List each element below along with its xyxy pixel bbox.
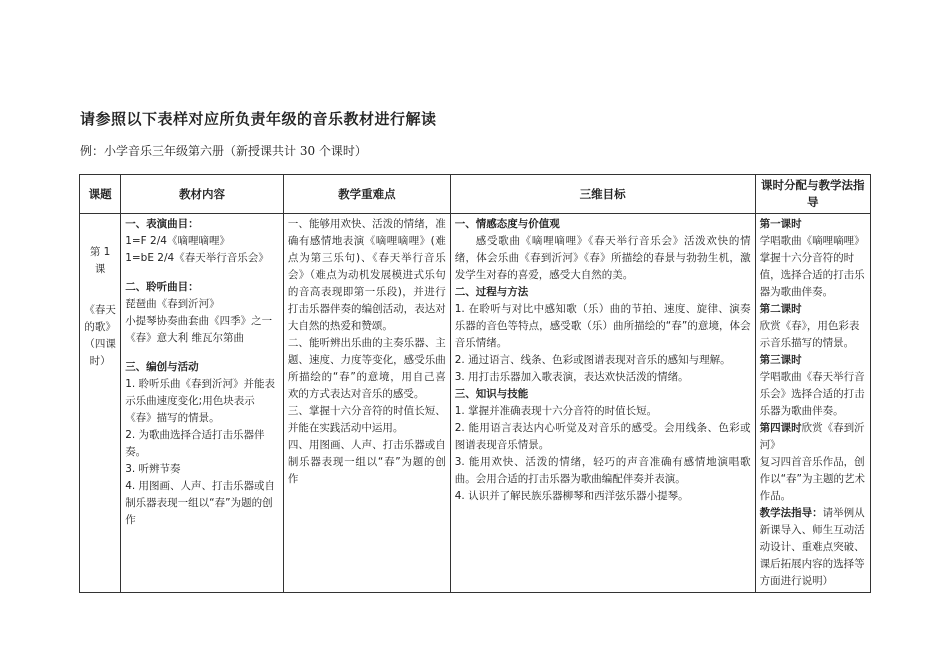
key-point: 二、能听辨出乐曲的主奏乐器、主题、速度、力度等变化，感受乐曲所描绘的“春”的意境，用自己喜欢的方式表达对音乐的感受。 — [287, 337, 446, 400]
content-item: 2. 为歌曲选择合适打击乐器伴奏。 — [125, 429, 265, 458]
lesson-cell — [80, 214, 121, 593]
header-objectives: 三维目标 — [450, 175, 755, 214]
period-3-heading: 第三课时 — [759, 354, 802, 366]
objective-item: 4. 认识并了解民族乐器柳琴和西洋弦乐器小提琴。 — [454, 490, 689, 502]
method-heading: 教学法指导： — [759, 507, 823, 519]
method-text: 请举例从新课导入、师生互动活动设计、重难点突破、课后拓展内容的选择等方面进行说明） — [759, 507, 865, 587]
period-1-heading: 第一课时 — [759, 218, 802, 230]
header-hours-guidance: 课时分配与教学法指导 — [755, 175, 870, 214]
header-content: 教材内容 — [121, 175, 284, 214]
key-point: 四、用图画、人声、打击乐器或自制乐器表现一组以“春”为题的创作 — [287, 439, 446, 485]
content-section-1: 一、表演曲目： — [125, 218, 199, 230]
objective-item: 2. 能用语言表达内心听觉及对音乐的感受。会用线条、色彩或图谱表现音乐情景。 — [454, 422, 751, 451]
page-title: 请参照以下表样对应所负责年级的音乐教材进行解读 — [80, 110, 437, 128]
table-row — [80, 214, 871, 593]
content-item: 琵琶曲《春到沂河》 — [125, 298, 220, 310]
method-guidance — [760, 505, 866, 590]
objective-section-3: 三、知识与技能 — [454, 388, 529, 400]
content-cell — [121, 214, 284, 593]
objective-item: 2. 通过语言、线条、色彩或图谱表现对音乐的感知与理解。 — [454, 354, 731, 366]
period-2-text: 欣赏《春》，用色彩表示音乐描写的情景。 — [759, 320, 860, 349]
content-section-3: 三、编创与活动 — [125, 361, 199, 373]
period-2-heading: 第二课时 — [759, 303, 802, 315]
content-item: 1. 聆听乐曲《春到沂河》并能表示乐曲速度变化;用色块表示《春》描写的情景。 — [125, 378, 276, 424]
content-section-2: 二、聆听曲目： — [125, 281, 199, 293]
objective-item: 3. 用打击乐器加入歌表演，表达欢快活泼的情绪。 — [454, 371, 689, 383]
period-4-text: 欣赏《春到沂河》 — [759, 422, 865, 451]
content-item: 1=F 2/4《嘀哩嘀哩》 — [125, 235, 230, 247]
objective-section-2: 二、过程与方法 — [454, 286, 529, 298]
key-points-cell — [283, 214, 450, 593]
content-item: 1=bE 2/4《春天举行音乐会》 — [125, 252, 269, 264]
period-4-heading: 第四课时 — [759, 422, 802, 434]
objectives-cell — [450, 214, 755, 593]
lesson-name: 《春天的歌》 — [84, 304, 116, 333]
objective-text: 感受歌曲《嘀哩嘀哩》《春天举行音乐会》活泼欢快的情绪，体会乐曲《春到沂河》《春》所描绘的春景与勃勃生机，激发学生对春的喜爱，感受大自然的美。 — [454, 235, 751, 281]
key-point: 三、掌握十六分音符的时值长短、并能在实践活动中运用。 — [287, 405, 446, 434]
period-1-text: 学唱歌曲《嘀哩嘀哩》掌握十六分音符的时值，选择合适的打击乐器为歌曲伴奏。 — [759, 235, 865, 298]
hours-guidance-cell — [755, 214, 870, 593]
content-item: 4. 用图画、人声、打击乐器或自制乐器表现一组以“春”为题的创作 — [125, 480, 276, 526]
lesson-number: 第 1 课 — [89, 246, 111, 275]
content-item: 3. 听辨节奏 — [125, 463, 181, 475]
objective-item: 3. 能用欢快、活泼的情绪，轻巧的声音准确有感情地演唱歌曲。会用合适的打击乐器为歌曲编配伴奏并表演。 — [454, 456, 751, 485]
page-subtitle: 例：小学音乐三年级第六册（新授课共计 30 个课时） — [80, 144, 367, 158]
header-key-points: 教学重难点 — [283, 175, 450, 214]
header-lesson: 课题 — [80, 175, 121, 214]
lesson-hours: （四课时） — [84, 338, 116, 367]
period-3-text: 学唱歌曲《春天举行音乐会》选择合适的打击乐器为歌曲伴奏。 — [759, 371, 865, 417]
table-header-row — [80, 175, 871, 214]
key-point: 一、能够用欢快、活泼的情绪，准确有感情地表演《嘀哩嘀哩》(难点为第三乐句)、《春天举行音乐会》（难点为动机发展模进式乐句的音高表现即第一乐段)，并进行打击乐器伴奏的编创活动，表达对大自然的热爱和赞颂。 — [287, 218, 446, 332]
objective-item: 1. 掌握并准确表现十六分音符的时值长短。 — [454, 405, 658, 417]
content-item: 小提琴协奏曲套曲《四季》之一《春》意大利 维瓦尔第曲 — [125, 315, 273, 344]
objective-section-1: 一、情感态度与价值观 — [454, 218, 560, 230]
period-4-line — [760, 420, 866, 454]
period-4-text-2: 复习四首音乐作品，创作以“春”为主题的艺术作品。 — [759, 456, 865, 502]
objective-item: 1. 在聆听与对比中感知歌（乐）曲的节拍、速度、旋律、演奏乐器的音色等特点，感受歌（乐）曲所描绘的“春”的意境，体会音乐情绪。 — [454, 303, 751, 349]
lesson-plan-table — [79, 174, 871, 593]
